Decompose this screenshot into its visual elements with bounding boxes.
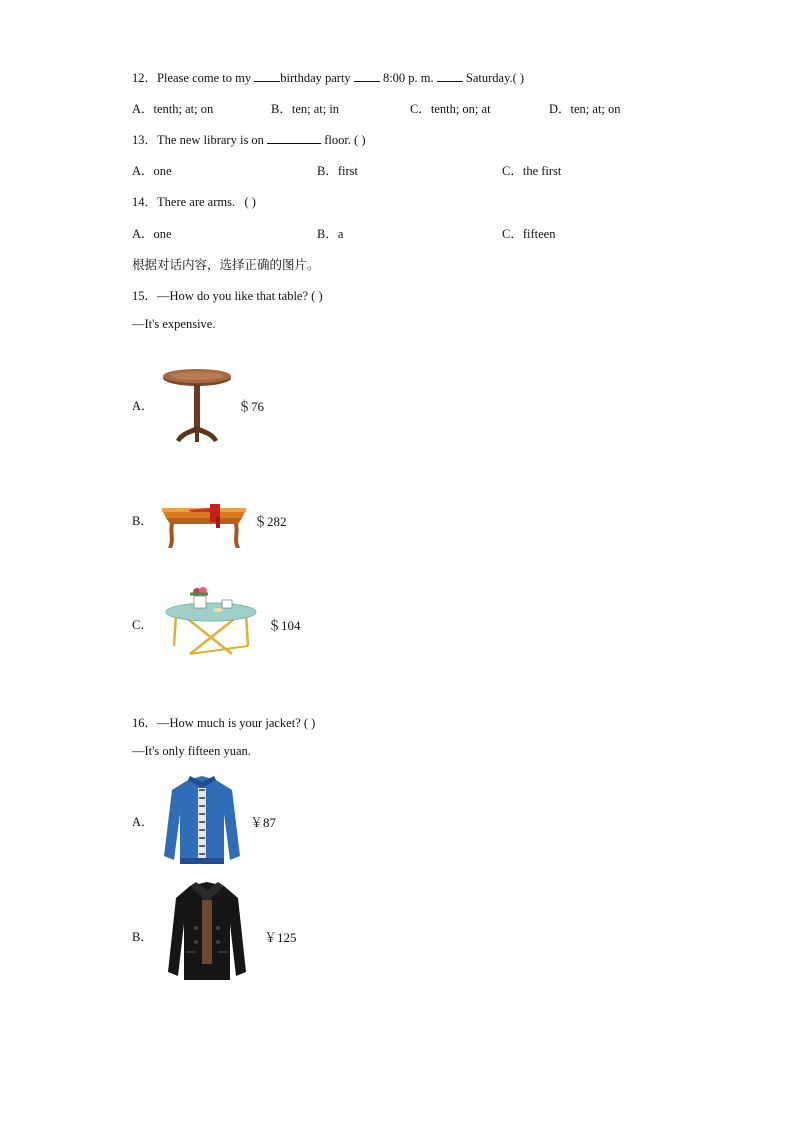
price-label: ￥87 xyxy=(250,815,277,830)
price-label: ＄282 xyxy=(254,514,287,529)
answer-blank[interactable] xyxy=(254,80,280,82)
option-b-label[interactable]: B． xyxy=(132,930,153,944)
question-13 xyxy=(132,130,366,148)
question-text: 8:00 p. m. xyxy=(382,71,434,85)
option-d[interactable] xyxy=(549,99,621,117)
option-a[interactable] xyxy=(132,224,172,242)
price-label: ＄104 xyxy=(268,618,301,633)
black-coat-icon[interactable] xyxy=(166,880,248,984)
question-number: 13． xyxy=(132,133,158,147)
question-text: Saturday. xyxy=(465,71,513,85)
option-b[interactable] xyxy=(271,99,339,117)
question-text: There are arms. xyxy=(157,195,236,209)
option-label: A． xyxy=(132,227,154,241)
option-text: one xyxy=(153,164,172,178)
option-text: tenth; on; at xyxy=(430,102,491,116)
option-text: ten; at; in xyxy=(291,102,340,116)
question-text: The new library is on xyxy=(157,133,264,147)
option-text: the first xyxy=(522,164,562,178)
answer-blank[interactable] xyxy=(437,80,463,82)
answer-paren[interactable]: ( ) xyxy=(244,195,256,209)
option-c[interactable] xyxy=(410,99,491,117)
answer-blank[interactable] xyxy=(354,80,380,82)
question-number: 15． xyxy=(132,289,158,303)
answer-paren[interactable]: ( ) xyxy=(311,289,323,303)
option-c[interactable] xyxy=(502,224,555,242)
round-wooden-table-icon[interactable] xyxy=(160,368,234,446)
question-number: 14． xyxy=(132,195,158,209)
option-text: one xyxy=(153,227,172,241)
option-b-label[interactable]: B． xyxy=(132,514,153,528)
option-text: fifteen xyxy=(522,227,556,241)
option-label: A． xyxy=(132,164,154,178)
option-a[interactable] xyxy=(132,161,172,179)
option-label: D． xyxy=(549,102,571,116)
question-text: —How do you like that table? xyxy=(157,289,309,303)
price-label: ￥125 xyxy=(264,930,297,945)
option-c[interactable] xyxy=(502,161,561,179)
option-a-label[interactable]: A． xyxy=(132,399,154,413)
option-a-label[interactable]: A． xyxy=(132,815,154,829)
blue-jacket-icon[interactable] xyxy=(162,774,242,868)
orange-coffee-table-icon[interactable] xyxy=(158,502,250,550)
option-label: B． xyxy=(271,102,292,116)
answer-paren[interactable]: ( ) xyxy=(303,716,316,730)
answer-blank[interactable] xyxy=(267,142,321,144)
question-text: —How much is your jacket? xyxy=(157,716,301,730)
question-number: 12． xyxy=(132,71,158,85)
dialogue-answer: —It's only fifteen yuan. xyxy=(132,744,251,758)
option-label: C． xyxy=(410,102,431,116)
option-b[interactable] xyxy=(317,161,358,179)
option-text: first xyxy=(337,164,358,178)
option-label: C． xyxy=(502,227,523,241)
price-label: ＄76 xyxy=(238,399,265,414)
question-text: Please come to my xyxy=(157,71,252,85)
dialogue-answer: —It's expensive. xyxy=(132,317,216,331)
option-b[interactable] xyxy=(317,224,343,242)
question-text: birthday party xyxy=(280,71,351,85)
question-15 xyxy=(132,286,323,304)
question-16 xyxy=(132,713,315,731)
question-text: floor. xyxy=(324,133,351,147)
option-label: C． xyxy=(502,164,523,178)
glass-round-table-icon[interactable] xyxy=(164,584,258,658)
section-instruction: 根据对话内容，选择正确的图片。 xyxy=(132,257,320,272)
option-c-label[interactable]: C． xyxy=(132,618,153,632)
answer-paren[interactable]: ( ) xyxy=(354,133,366,147)
answer-paren[interactable]: ( ) xyxy=(512,71,525,85)
option-a[interactable] xyxy=(132,99,213,117)
option-text: a xyxy=(337,227,344,241)
option-text: tenth; at; on xyxy=(153,102,214,116)
question-number: 16． xyxy=(132,716,158,730)
option-label: B． xyxy=(317,164,338,178)
option-text: ten; at; on xyxy=(570,102,621,116)
question-14 xyxy=(132,192,256,210)
option-label: A． xyxy=(132,102,154,116)
option-label: B． xyxy=(317,227,338,241)
question-12 xyxy=(132,68,524,86)
